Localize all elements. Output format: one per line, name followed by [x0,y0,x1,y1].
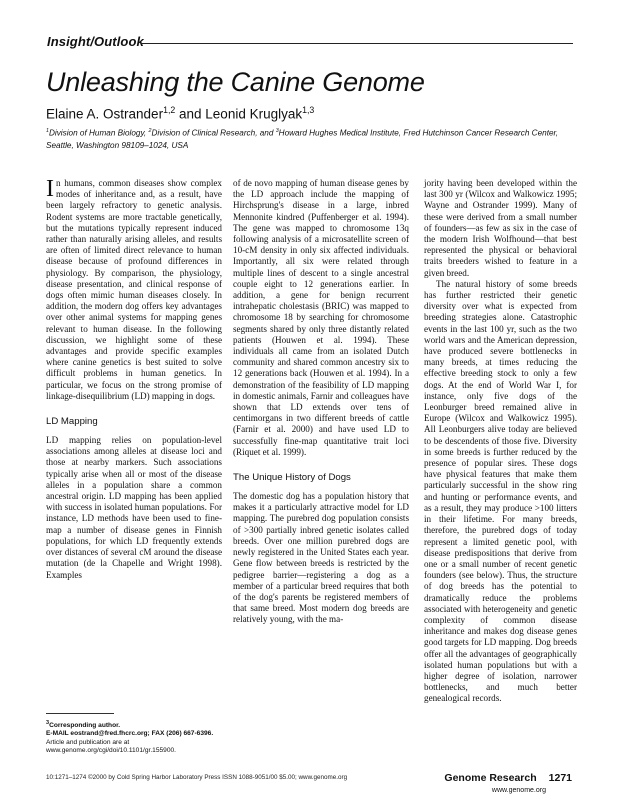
dog-history-paragraph: The domestic dog has a population history that makes it a particularly attractive model for LD mapping. The purebred dog population consists of >300 partially inbred genetic isolates called breeds. Over one million purebred dogs are newly registered in the United States each year. Gene flow between breeds is restricted by the pedigree barrier—registering a dog as a member of a particular breed requires that both of the dog's parents be registered members of that same breed. Most modern dog breeds are relatively young, with the ma- [233,491,409,625]
affil-mark-1: 1 [46,128,49,134]
page-number: 1271 [548,772,572,784]
author-1-affil: 1,2 [163,105,176,115]
intro-paragraph [46,178,222,402]
affil-2: Division of Clinical Research, and [151,128,276,138]
drop-cap: I [46,176,54,202]
affil-mark-2: 2 [148,128,152,134]
affil-3: Howard Hughes Medical Institute, Fred Hutchinson Cancer Research Center, Seattle, Washington 98109–1024, USA [46,128,559,151]
footnote-rule [46,713,114,714]
column-1 [46,178,222,581]
column-3 [424,178,577,705]
breed-bottleneck-paragraph: The natural history of some breeds has further restricted their genetic diversity over what is expected from breeding strategies alone. Catastrophic events in the last 100 yr, such as the two world wars and the American depression, have produced severe bottlenecks in many breeds, at times reducing the effective breeding stock to only a few dogs. At the end of World War I, for instance, only five dogs of the Leonburger breed remained alive in Europe (Wilcox and Walkowicz 1995). All Leonburgers alive today are believed to be descendents of those five. Diversity in some breeds is further reduced by the presence of popular sires. These dogs have physical features that make them particularly successful in the show ring and hunting or performance events, and as a result, they may produce >100 litters in their lifetime. For many breeds, therefore, the purebred dogs of today represent a limited genetic pool, with disease predispositions that derive from one or a small number of recent genetic founders (see below). Thus, the structure of dog breeds has the potential to dramatically reduce the problems associated with heterogeneity and genetic complexity of common disease inheritance and makes dog disease genes good targets for LD mapping. Dog breeds offer all the advantages of geographically isolated human populations but with a higher degree of isolation, narrower bottlenecks, and much better genealogical records. [424,278,577,704]
author-conjunction: and Leonid Kruglyak [175,106,303,122]
author-2-affil: 1,3 [302,105,315,115]
article-title: Unleashing the Canine Genome [46,67,425,97]
footnote-email: E-MAIL eostrand@fred.fhcrc.org; FAX (206) 667-6396. [46,730,214,738]
footer-citation: 10:1271–1274 ©2000 by Cold Spring Harbor Laboratory Press ISSN 1088-9051/00 $5.00; www.genome.org [46,774,348,781]
footer-journal-block [444,768,572,794]
footnote-corresponding-text: Corresponding author. [49,722,121,730]
section-rule [141,43,573,44]
de-novo-paragraph: of de novo mapping of human disease genes by the LD approach include the mapping of Hirchsprung's disease in a large, inbred Mennonite kindred (Puffenberger et al. 1994). The gene was mapped to chromosome 13q following analysis of a microsatellite screen of 10-cM density in only six affected individuals. Importantly, all six were related through multiple lines of descent to a single ancestral couple eight to 12 generations earlier. In addition, a gene for benign recurrent intrahepatic cholestasis (BRIC) was mapped to chromosome 18 by searching for chromosome segments shared by only three distantly related patients (Houwen et al. 1994). These individuals all came from an isolated Dutch community and shared common ancestry six to 12 generations back (Houwen et al. 1994). In a demonstration of the feasibility of LD mapping in domestic animals, Farnir and colleagues have shown that LD extends over tens of centimorgans in two different breeds of cattle (Farnir et al. 2000) and have used LD to successfully fine-map quantitative trait loci (Riquet et al. 1999). [233,178,409,457]
corresponding-author-footnote [46,713,222,755]
column-2 [233,178,409,626]
section-label: Insight/Outlook [47,34,144,49]
intro-text: n humans, common diseases show complex modes of inheritance and, as a result, have been largely refractory to genetic analysis. Rodent systems are more tractable genetically, but the mutations typically represent induced rather than naturally arising alleles, and results are often of limited direct relevance to human disease because of profound differences in physiology. By comparison, the physiology, disease presentation, and clinical response of dogs often mimic human diseases closely. In addition, the modern dog offers key advantages over other animal systems for mapping genes relevant to human disease. In the following discussion, we highlight some of these advantages and provide specific examples where canine genetics is best suited to solve difficult problems in human genetics. In particular, we focus on the strong promise of linkage-disequilibrium (LD) mapping in dogs. [46,178,222,401]
affil-mark-3: 3 [275,128,279,134]
journal-url[interactable]: www.genome.org [491,787,546,794]
footnote-mark: 3 [46,720,50,726]
affiliations [46,125,576,152]
ld-mapping-paragraph: LD mapping relies on population-level associations among alleles at disease loci and those at nearby markers. Such associations typically arise when all or most of the disease alleles in a population share a common ancestral origin. LD mapping has been applied with success in isolated human populations. For instance, LD methods have been used to fine-map a number of disease genes in Finnish populations, for which LD frequently extends over distances of several cM around the disease mutation (de la Chapelle and Wright 1998). Examples [46,435,222,580]
author-1: Elaine A. Ostrander [46,106,164,122]
affil-1: Division of Human Biology, [48,128,149,138]
subhead-history-of-dogs: The Unique History of Dogs [233,472,351,484]
subhead-ld-mapping: LD Mapping [46,416,98,428]
breed-origin-paragraph: jority having been developed within the last 300 yr (Wilcox and Walkowicz 1995; Wayne and Ostrander 1999). Many of these were derived from a small number of founders—as few as six in the case of the modern Irish Wolfhound—that best represented the physical or behavioral traits breeders wished to feature in a given breed. [424,178,577,278]
footnote-doi: Article and publication are at www.genome.org/cgi/doi/10.1101/gr.155900. [46,738,177,754]
footnote-corresponding [46,719,222,730]
author-list [46,105,314,122]
journal-name: Genome Research [444,772,537,784]
